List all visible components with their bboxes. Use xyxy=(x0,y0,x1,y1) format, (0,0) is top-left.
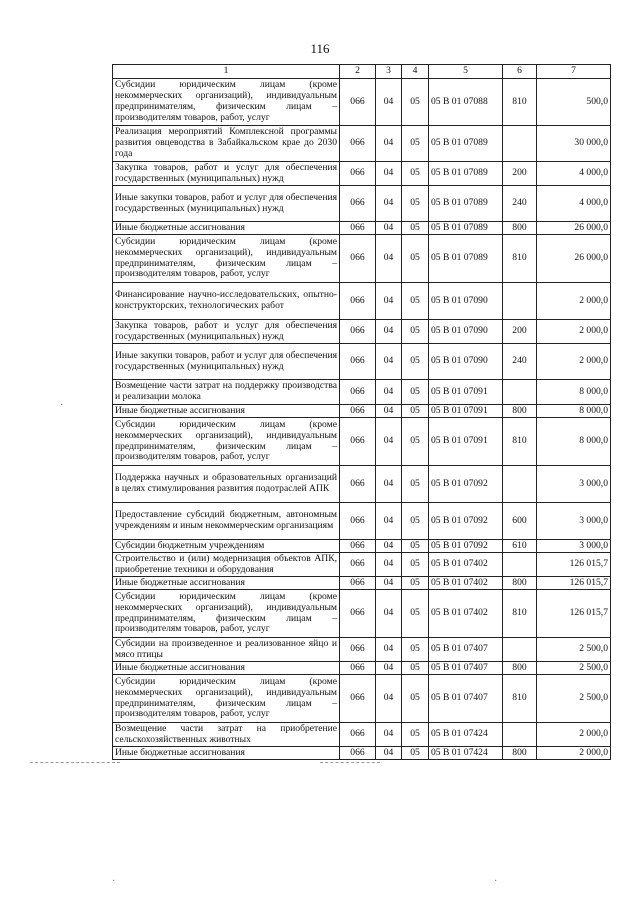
cell-pr: 05 xyxy=(402,126,429,162)
cell-gr: 066 xyxy=(340,186,376,222)
table-row xyxy=(113,638,611,662)
cell-sum: 4 000,0 xyxy=(537,162,611,186)
cell-vr: 800 xyxy=(503,662,537,675)
cell-gr: 066 xyxy=(340,235,376,283)
cell-csr: 05 В 01 07089 xyxy=(429,162,503,186)
cell-pr: 05 xyxy=(402,503,429,540)
cell-csr: 05 В 01 07091 xyxy=(429,405,503,418)
cell-rz: 04 xyxy=(376,675,402,723)
cell-pr: 05 xyxy=(402,162,429,186)
cell-csr: 05 В 01 07089 xyxy=(429,235,503,283)
cell-pr: 05 xyxy=(402,235,429,283)
cell-name: Субсидии юридическим лицам (кроме некоммерческих организаций), индивидуальным предпринимателям, физическим лицам – производителям товаров, работ, услуг xyxy=(113,418,340,466)
table-row xyxy=(113,540,611,553)
cell-csr: 05 В 01 07090 xyxy=(429,283,503,320)
cell-vr xyxy=(503,638,537,662)
cell-gr: 066 xyxy=(340,577,376,590)
cell-sum: 2 500,0 xyxy=(537,662,611,675)
cell-vr: 810 xyxy=(503,418,537,466)
cell-pr: 05 xyxy=(402,405,429,418)
table-row xyxy=(113,723,611,747)
cell-sum: 3 000,0 xyxy=(537,540,611,553)
cell-csr: 05 В 01 07402 xyxy=(429,590,503,638)
cell-rz: 04 xyxy=(376,747,402,760)
cell-csr: 05 В 01 07088 xyxy=(429,79,503,126)
cell-rz: 04 xyxy=(376,380,402,405)
table-row xyxy=(113,747,611,760)
cell-gr: 066 xyxy=(340,723,376,747)
table-row xyxy=(113,662,611,675)
cell-gr: 066 xyxy=(340,283,376,320)
cell-pr: 05 xyxy=(402,418,429,466)
cell-vr xyxy=(503,380,537,405)
cell-csr: 05 В 01 07089 xyxy=(429,126,503,162)
cell-sum: 3 000,0 xyxy=(537,466,611,503)
cell-vr xyxy=(503,553,537,577)
cell-csr: 05 В 01 07092 xyxy=(429,466,503,503)
cell-csr: 05 В 01 07402 xyxy=(429,577,503,590)
cell-name: Иные бюджетные ассигнования xyxy=(113,405,340,418)
col-header-name: 1 xyxy=(113,65,340,79)
cell-sum: 2 500,0 xyxy=(537,638,611,662)
cell-pr: 05 xyxy=(402,320,429,344)
cell-name: Субсидии бюджетным учреждениям xyxy=(113,540,340,553)
col-header-pr: 4 xyxy=(402,65,429,79)
cell-name: Субсидии юридическим лицам (кроме некоммерческих организаций), индивидуальным предпринимателям, физическим лицам – производителям товаров, работ, услуг xyxy=(113,675,340,723)
cell-pr: 05 xyxy=(402,553,429,577)
cell-sum: 2 500,0 xyxy=(537,675,611,723)
cell-rz: 04 xyxy=(376,320,402,344)
cell-csr: 05 В 01 07092 xyxy=(429,540,503,553)
cell-name: Поддержка научных и образовательных организаций в целях стимулирования развития подотраслей АПК xyxy=(113,466,340,503)
cell-vr: 810 xyxy=(503,235,537,283)
cell-sum: 500,0 xyxy=(537,79,611,126)
cell-gr: 066 xyxy=(340,590,376,638)
cell-csr: 05 В 01 07089 xyxy=(429,222,503,235)
cell-name: Финансирование научно-исследовательских, опытно-конструкторских, технологических работ xyxy=(113,283,340,320)
cell-rz: 04 xyxy=(376,590,402,638)
cell-sum: 8 000,0 xyxy=(537,418,611,466)
cell-vr: 800 xyxy=(503,747,537,760)
cell-rz: 04 xyxy=(376,577,402,590)
scan-artifact-line xyxy=(320,762,380,763)
table-row xyxy=(113,186,611,222)
cell-sum: 3 000,0 xyxy=(537,503,611,540)
table-row xyxy=(113,405,611,418)
cell-vr: 200 xyxy=(503,162,537,186)
cell-vr: 610 xyxy=(503,540,537,553)
table-row xyxy=(113,79,611,126)
cell-vr: 800 xyxy=(503,405,537,418)
cell-vr xyxy=(503,723,537,747)
cell-csr: 05 В 01 07402 xyxy=(429,553,503,577)
cell-pr: 05 xyxy=(402,662,429,675)
cell-name: Иные бюджетные ассигнования xyxy=(113,222,340,235)
cell-sum: 2 000,0 xyxy=(537,320,611,344)
cell-gr: 066 xyxy=(340,662,376,675)
cell-name: Субсидии юридическим лицам (кроме некоммерческих организаций), индивидуальным предпринимателям, физическим лицам – производителям товаров, работ, услуг xyxy=(113,590,340,638)
cell-pr: 05 xyxy=(402,186,429,222)
cell-name: Возмещение части затрат на поддержку производства и реализации молока xyxy=(113,380,340,405)
cell-pr: 05 xyxy=(402,344,429,380)
header-row xyxy=(113,65,611,79)
cell-rz: 04 xyxy=(376,126,402,162)
table-row xyxy=(113,235,611,283)
cell-gr: 066 xyxy=(340,675,376,723)
cell-rz: 04 xyxy=(376,503,402,540)
cell-csr: 05 В 01 07091 xyxy=(429,380,503,405)
table-row xyxy=(113,503,611,540)
cell-vr: 240 xyxy=(503,186,537,222)
table-row xyxy=(113,283,611,320)
cell-name: Субсидии юридическим лицам (кроме некоммерческих организаций), индивидуальным предпринимателям, физическим лицам – производителям товаров, работ, услуг xyxy=(113,79,340,126)
cell-sum: 126 015,7 xyxy=(537,577,611,590)
cell-name: Строительство и (или) модернизация объектов АПК, приобретение техники и оборудования xyxy=(113,553,340,577)
cell-pr: 05 xyxy=(402,79,429,126)
cell-csr: 05 В 01 07407 xyxy=(429,675,503,723)
cell-csr: 05 В 01 07424 xyxy=(429,723,503,747)
cell-sum: 26 000,0 xyxy=(537,222,611,235)
cell-rz: 04 xyxy=(376,723,402,747)
cell-sum: 30 000,0 xyxy=(537,126,611,162)
cell-rz: 04 xyxy=(376,283,402,320)
cell-gr: 066 xyxy=(340,79,376,126)
cell-pr: 05 xyxy=(402,638,429,662)
cell-gr: 066 xyxy=(340,747,376,760)
cell-pr: 05 xyxy=(402,222,429,235)
page-number: 116 xyxy=(310,41,330,56)
cell-gr: 066 xyxy=(340,320,376,344)
cell-rz: 04 xyxy=(376,405,402,418)
cell-vr xyxy=(503,283,537,320)
table-row xyxy=(113,553,611,577)
budget-table xyxy=(112,64,611,760)
cell-vr: 810 xyxy=(503,590,537,638)
cell-csr: 05 В 01 07089 xyxy=(429,186,503,222)
cell-csr: 05 В 01 07090 xyxy=(429,320,503,344)
table-row xyxy=(113,162,611,186)
cell-sum: 8 000,0 xyxy=(537,405,611,418)
cell-name: Субсидии юридическим лицам (кроме некоммерческих организаций), индивидуальным предпринимателям, физическим лицам – производителям товаров, работ, услуг xyxy=(113,235,340,283)
col-header-gr: 2 xyxy=(340,65,376,79)
cell-name: Иные закупки товаров, работ и услуг для обеспечения государственных (муниципальных) нужд xyxy=(113,344,340,380)
cell-rz: 04 xyxy=(376,540,402,553)
cell-name: Иные бюджетные ассигнования xyxy=(113,662,340,675)
cell-rz: 04 xyxy=(376,186,402,222)
col-header-rz: 3 xyxy=(376,65,402,79)
cell-vr: 800 xyxy=(503,222,537,235)
cell-sum: 8 000,0 xyxy=(537,380,611,405)
cell-vr: 810 xyxy=(503,79,537,126)
cell-sum: 126 015,7 xyxy=(537,553,611,577)
cell-gr: 066 xyxy=(340,405,376,418)
cell-name: Иные бюджетные ассигнования xyxy=(113,747,340,760)
scan-artifact-mark: · xyxy=(494,876,498,887)
cell-gr: 066 xyxy=(340,126,376,162)
scan-artifact-line xyxy=(30,762,120,763)
cell-rz: 04 xyxy=(376,344,402,380)
cell-gr: 066 xyxy=(340,222,376,235)
cell-rz: 04 xyxy=(376,162,402,186)
cell-name: Закупка товаров, работ и услуг для обеспечения государственных (муниципальных) нужд xyxy=(113,320,340,344)
cell-rz: 04 xyxy=(376,418,402,466)
col-header-csr: 5 xyxy=(429,65,503,79)
cell-sum: 26 000,0 xyxy=(537,235,611,283)
cell-pr: 05 xyxy=(402,590,429,638)
col-header-sum: 7 xyxy=(537,65,611,79)
cell-pr: 05 xyxy=(402,540,429,553)
cell-pr: 05 xyxy=(402,283,429,320)
cell-sum: 2 000,0 xyxy=(537,344,611,380)
cell-rz: 04 xyxy=(376,553,402,577)
cell-gr: 066 xyxy=(340,162,376,186)
cell-sum: 2 000,0 xyxy=(537,747,611,760)
cell-name: Субсидии на произведенное и реализованное яйцо и мясо птицы xyxy=(113,638,340,662)
table-row xyxy=(113,126,611,162)
cell-name: Реализация мероприятий Комплексной программы развития овцеводства в Забайкальском крае до 2030 года xyxy=(113,126,340,162)
cell-gr: 066 xyxy=(340,466,376,503)
cell-pr: 05 xyxy=(402,747,429,760)
table-row xyxy=(113,590,611,638)
table-row xyxy=(113,577,611,590)
cell-csr: 05 В 01 07090 xyxy=(429,344,503,380)
cell-vr xyxy=(503,126,537,162)
cell-vr: 600 xyxy=(503,503,537,540)
cell-csr: 05 В 01 07091 xyxy=(429,418,503,466)
table-row xyxy=(113,380,611,405)
table-row xyxy=(113,418,611,466)
cell-csr: 05 В 01 07407 xyxy=(429,638,503,662)
table-row xyxy=(113,320,611,344)
cell-gr: 066 xyxy=(340,638,376,662)
cell-name: Иные закупки товаров, работ и услуг для обеспечения государственных (муниципальных) нужд xyxy=(113,186,340,222)
cell-sum: 2 000,0 xyxy=(537,283,611,320)
cell-vr: 240 xyxy=(503,344,537,380)
cell-rz: 04 xyxy=(376,638,402,662)
cell-rz: 04 xyxy=(376,662,402,675)
scan-artifact-mark: · xyxy=(112,876,116,887)
table-body xyxy=(113,79,611,760)
cell-vr xyxy=(503,466,537,503)
cell-pr: 05 xyxy=(402,380,429,405)
cell-csr: 05 В 01 07424 xyxy=(429,747,503,760)
cell-rz: 04 xyxy=(376,79,402,126)
cell-vr: 200 xyxy=(503,320,537,344)
cell-rz: 04 xyxy=(376,222,402,235)
cell-rz: 04 xyxy=(376,466,402,503)
table-row xyxy=(113,222,611,235)
cell-sum: 4 000,0 xyxy=(537,186,611,222)
cell-name: Предоставление субсидий бюджетным, автономным учреждениям и иным некоммерческим организациям xyxy=(113,503,340,540)
cell-sum: 2 000,0 xyxy=(537,723,611,747)
cell-gr: 066 xyxy=(340,418,376,466)
cell-pr: 05 xyxy=(402,675,429,723)
cell-sum: 126 015,7 xyxy=(537,590,611,638)
cell-gr: 066 xyxy=(340,503,376,540)
scan-artifact-mark: · xyxy=(60,400,64,411)
table-row xyxy=(113,675,611,723)
cell-csr: 05 В 01 07092 xyxy=(429,503,503,540)
cell-pr: 05 xyxy=(402,723,429,747)
table-row xyxy=(113,344,611,380)
cell-gr: 066 xyxy=(340,380,376,405)
cell-name: Иные бюджетные ассигнования xyxy=(113,577,340,590)
cell-vr: 800 xyxy=(503,577,537,590)
cell-rz: 04 xyxy=(376,235,402,283)
cell-pr: 05 xyxy=(402,577,429,590)
cell-gr: 066 xyxy=(340,553,376,577)
cell-vr: 810 xyxy=(503,675,537,723)
col-header-vr: 6 xyxy=(503,65,537,79)
cell-pr: 05 xyxy=(402,466,429,503)
cell-gr: 066 xyxy=(340,344,376,380)
cell-name: Возмещение части затрат на приобретение сельскохозяйственных животных xyxy=(113,723,340,747)
cell-csr: 05 В 01 07407 xyxy=(429,662,503,675)
table-row xyxy=(113,466,611,503)
cell-name: Закупка товаров, работ и услуг для обеспечения государственных (муниципальных) нужд xyxy=(113,162,340,186)
cell-gr: 066 xyxy=(340,540,376,553)
